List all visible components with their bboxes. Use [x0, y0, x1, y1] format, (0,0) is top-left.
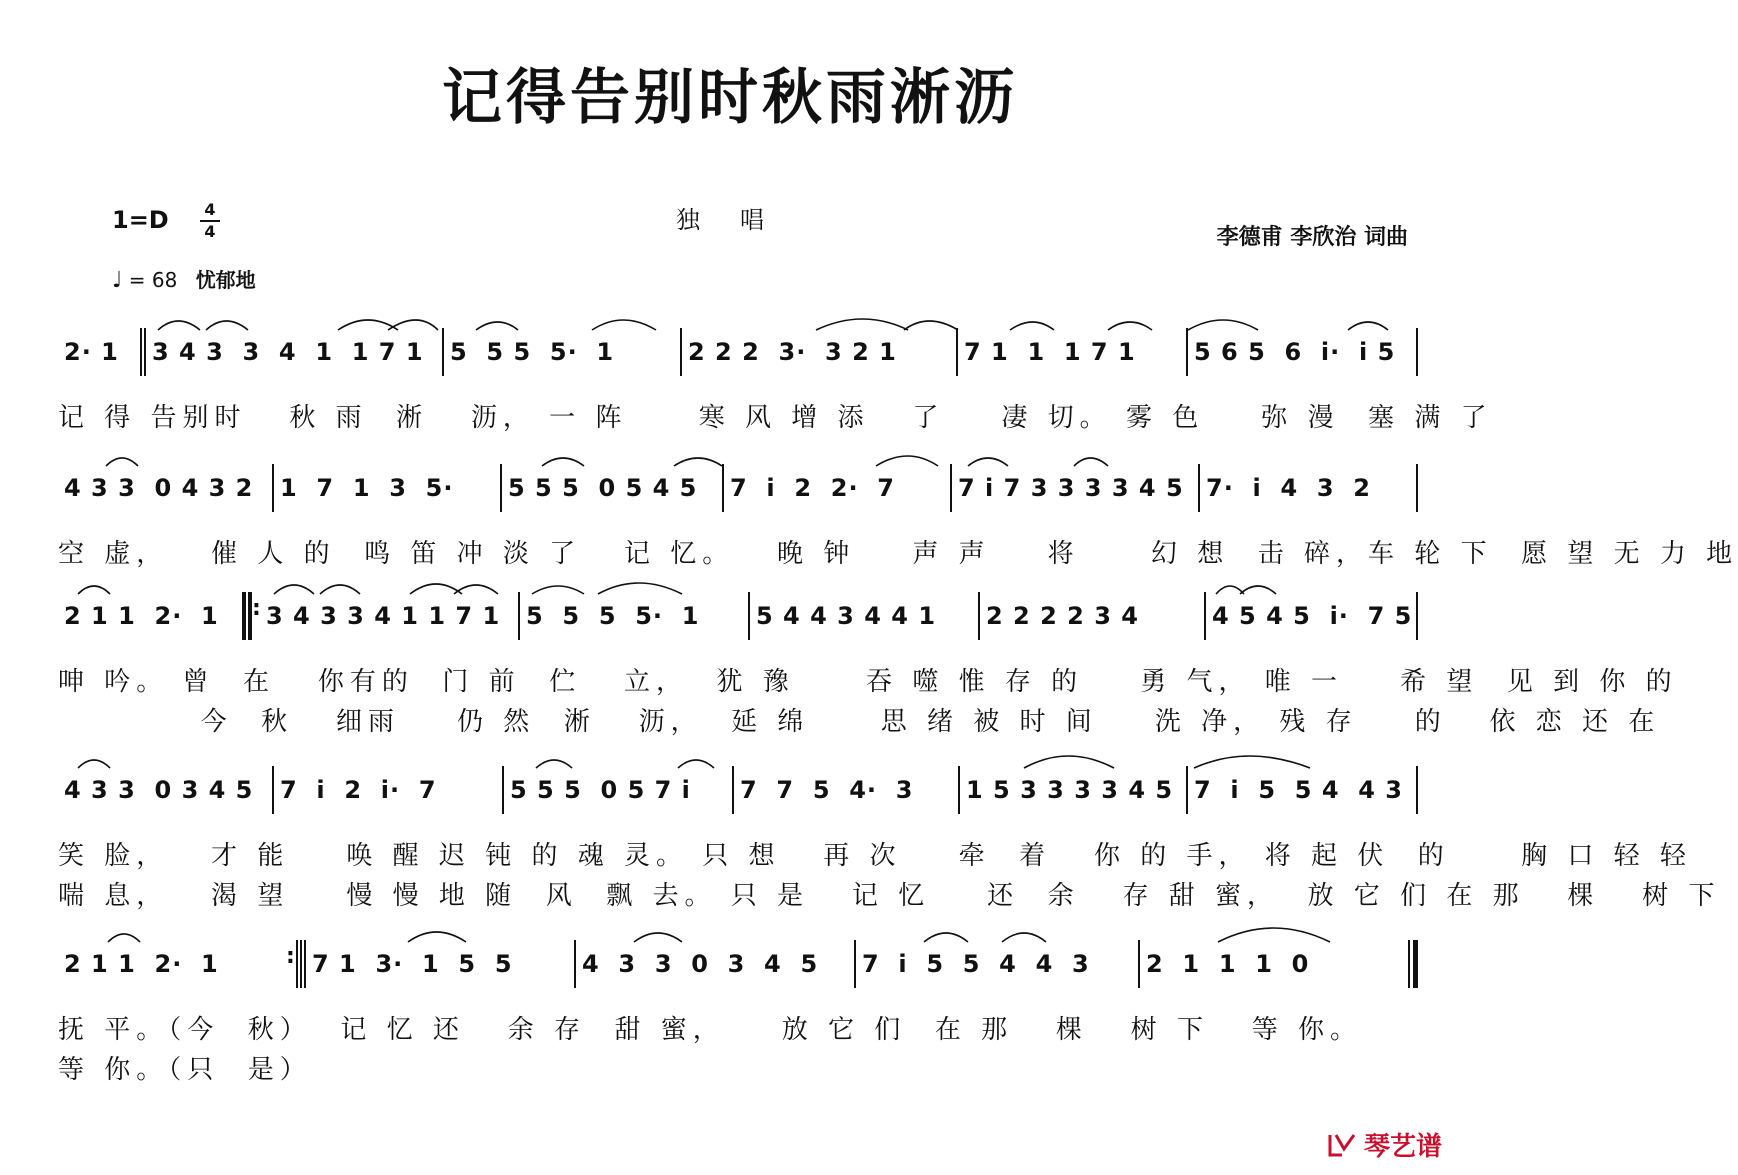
lyric-row-verse-2: 喘 息， 渴 望 慢 慢 地 随 风 飘 去。 只 是 记 忆 还 余 存 甜 蜜， 放 它 们 在 那 棵 树 下 — [58, 881, 1721, 911]
measure: 7 i 2 2· 7 — [730, 474, 895, 502]
lyric-row: 笑 脸， 才 能 唤 醒 迟 钝 的 魂 灵。 只 想 再 次 牵 着 你 的 手， 将 起 伏 的 胸 口 轻 轻 — [58, 841, 1692, 871]
measure: 2 1 1 1 0 — [1146, 950, 1310, 978]
measure: 4 3 3 0 4 3 2 — [64, 474, 254, 502]
score-line-3 — [58, 596, 1678, 742]
measure: 3 4 3 3 4 1 1 7 1 — [152, 338, 424, 366]
slur-marks — [58, 570, 1418, 598]
notation-row — [58, 332, 1418, 372]
repeat-end-barline — [286, 940, 300, 988]
measure: 1 5 3 3 3 3 4 5 — [966, 776, 1174, 804]
site-watermark — [1328, 1126, 1442, 1163]
watermark-text: 琴艺谱 — [1363, 1132, 1442, 1162]
key-signature: 1=D — [112, 206, 169, 234]
notation-row — [58, 596, 1418, 636]
measure: 7 i 2 i· 7 — [280, 776, 437, 804]
time-signature — [200, 200, 220, 242]
measure: 2· 1 — [64, 338, 119, 366]
quarter-note-icon: ♩ — [112, 268, 123, 293]
lyric-row-verse-2: 今 秋 细雨 仍 然 淅 沥， 延 绵 思 绪 被 时 间 洗 净， 残 存 的 依 恋 还 在 — [58, 707, 1661, 737]
score-line-5 — [58, 944, 1418, 1090]
measure: 2 2 2 2 3 4 — [986, 602, 1139, 630]
measure: 7 7 5 4· 3 — [740, 776, 914, 804]
measure: 3 4 3 3 4 1 1 7 1 — [266, 602, 501, 630]
song-title: 记得告别时秋雨淅沥 — [442, 63, 1018, 133]
measure: 7 i 5 5 4 4 3 — [862, 950, 1090, 978]
lyric-row-verse-2: 等 你。（只 是） — [58, 1055, 312, 1085]
meter-bottom: 4 — [204, 222, 216, 241]
piano-logo-icon — [1328, 1131, 1358, 1159]
measure: 1 7 1 3 5· — [280, 474, 454, 502]
measure: 4 3 3 0 3 4 5 — [582, 950, 819, 978]
credits: 李德甫 李欣治 词曲 — [1216, 225, 1408, 250]
measure: 5 4 4 3 4 4 1 — [756, 602, 937, 630]
barline — [1416, 592, 1418, 640]
performance-type: 独唱 — [676, 206, 804, 234]
measure: 5 5 5 0 5 7 i — [510, 776, 691, 804]
lyric-row: 呻 吟。 曾 在 你有的 门 前 伫 立， 犹 豫 吞 噬 惟 存 的 勇 气， 唯 一 希 望 见 到 你 的 — [58, 667, 1678, 697]
barline — [1416, 766, 1418, 814]
repeat-start-barline — [242, 592, 260, 640]
slur-marks — [58, 306, 1418, 334]
measure: 2 2 2 3· 3 2 1 — [688, 338, 897, 366]
lyric-row: 空 虚， 催 人 的 鸣 笛 冲 淡 了 记 忆。 晚 钟 声 声 将 幻 想 击 碎，车 轮 下 愿 望 无 力 地 — [58, 539, 1738, 569]
lyric-row: 抚 平。（今 秋） 记 忆 还 余 存 甜 蜜， 放 它 们 在 那 棵 树 下 等 你。 — [58, 1015, 1362, 1045]
final-barline — [1408, 940, 1418, 988]
slur-marks — [58, 918, 1418, 946]
expression-mark: 忧郁地 — [195, 268, 256, 292]
score-line-2 — [58, 468, 1738, 574]
notation-row — [58, 468, 1418, 508]
measure: 5 5 5 5· 1 — [450, 338, 615, 366]
notation-row — [58, 944, 1418, 984]
meter-top: 4 — [204, 200, 216, 219]
tempo-marking — [112, 264, 256, 293]
measure: 7 i 7 3 3 3 3 4 5 — [958, 474, 1184, 502]
measure: 2 1 1 2· 1 — [64, 602, 219, 630]
measure: 4 5 4 5 i· 7 5 — [1212, 602, 1413, 630]
measure: 7 i 5 5 4 4 3 — [1194, 776, 1403, 804]
slur-marks — [58, 442, 1418, 470]
measure: 7 1 3· 1 5 5 — [312, 950, 513, 978]
score-line-4 — [58, 770, 1721, 916]
barline — [1416, 328, 1418, 376]
measure: 4 3 3 0 3 4 5 — [64, 776, 254, 804]
measure: 7 1 1 1 7 1 — [964, 338, 1136, 366]
measure: 5 5 5 0 5 4 5 — [508, 474, 698, 502]
notation-row — [58, 770, 1418, 810]
score-line-1 — [58, 332, 1493, 438]
measure: 5 5 5 5· 1 — [526, 602, 700, 630]
measure: 5 6 5 6 i· i 5 — [1194, 338, 1396, 366]
tempo-value: = 68 — [128, 268, 178, 292]
measure: 7· i 4 3 2 — [1206, 474, 1371, 502]
measure: 2 1 1 2· 1 — [64, 950, 219, 978]
slur-marks — [58, 744, 1418, 772]
lyric-row: 记 得 告别时 秋 雨 淅 沥， 一 阵 寒 风 增 添 了 凄 切。 雾 色 弥 漫 塞 满 了 — [58, 403, 1493, 433]
barline — [1416, 464, 1418, 512]
